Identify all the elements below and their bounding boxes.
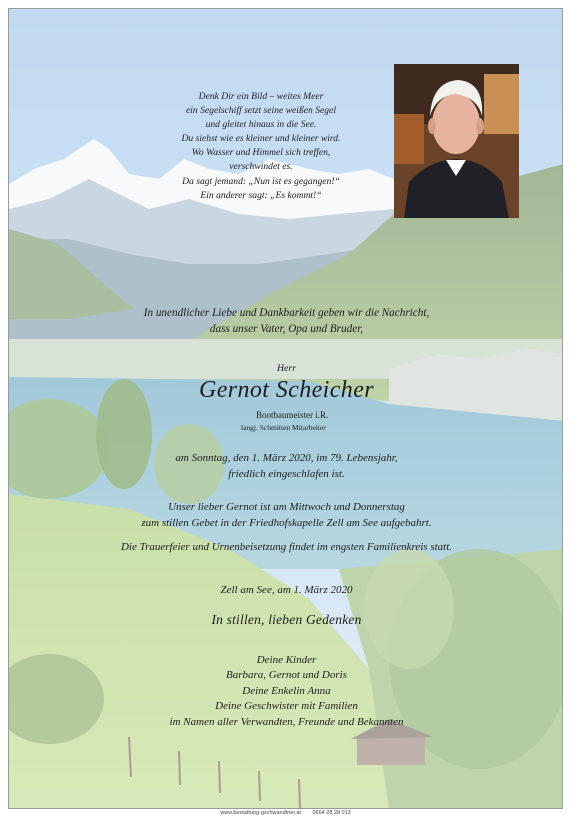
poem-line: und gleitet hinaus in die See. xyxy=(205,119,317,131)
announcement-line: In unendlicher Liebe und Dankbarkeit geben wir die Nachricht, xyxy=(143,307,430,319)
death-line: friedlich eingeschlafen ist. xyxy=(228,467,345,480)
poem-line: Ein anderer sagt: „Es kommt!“ xyxy=(200,189,322,201)
mourner-line: Barbara, Gernot und Doris xyxy=(225,669,347,682)
poem-line: Denk Dir ein Bild – weites Meer xyxy=(198,91,324,102)
poem xyxy=(127,90,395,203)
former-role: langj. Schmitten Mitarbeiter xyxy=(241,423,326,432)
funeral-notice: Die Trauerfeier und Urnenbeisetzung findet im engsten Familienkreis statt. xyxy=(120,541,453,553)
place-date: Zell am See, am 1. März 2020 xyxy=(220,584,353,596)
memory-line: In stillen, lieben Gedenken xyxy=(211,612,362,627)
footer xyxy=(0,810,571,816)
announcement xyxy=(9,306,563,337)
poem-line: Du siehst wie es kleiner und kleiner wird. xyxy=(181,133,341,145)
portrait-photo xyxy=(394,64,519,218)
mourners-list xyxy=(9,653,563,730)
mourner-line: im Namen aller Verwandten, Freunde und Bekannten xyxy=(169,715,404,728)
obituary-card xyxy=(8,8,563,809)
footer-phone: 0664 28 28 013 xyxy=(312,810,351,816)
wake-notice xyxy=(9,500,563,531)
mourner-line: Deine Geschwister mit Familien xyxy=(215,700,358,713)
mourner-line: Deine Enkelin Anna xyxy=(242,684,331,697)
death-notice xyxy=(9,451,563,482)
wake-line: Unser lieber Gernot ist am Mittwoch und Donnerstag xyxy=(168,501,405,513)
wake-line: zum stillen Gebet in der Friedhofskapelle Zell am See aufgebahrt. xyxy=(141,516,432,529)
salutation: Herr xyxy=(276,363,297,374)
death-line: am Sonntag, den 1. März 2020, im 79. Lebensjahr, xyxy=(175,452,398,464)
deceased-name: Gernot Scheicher xyxy=(198,377,374,403)
poem-line: verschwindet es. xyxy=(229,161,293,173)
announcement-line: dass unser Vater, Opa und Bruder, xyxy=(209,322,364,335)
poem-line: Wo Wasser und Himmel sich treffen, xyxy=(191,147,331,159)
poem-line: Da sagt jemand: „Nun ist es gegangen!“ xyxy=(182,175,340,187)
profession: Bootbaumeister i.R. xyxy=(256,410,329,420)
poem-line: ein Segelschiff setzt seine weißen Segel xyxy=(186,105,336,117)
mourner-line: Deine Kinder xyxy=(256,654,317,666)
footer-website[interactable]: www.bestattung-gschwandtner.at xyxy=(220,810,301,816)
